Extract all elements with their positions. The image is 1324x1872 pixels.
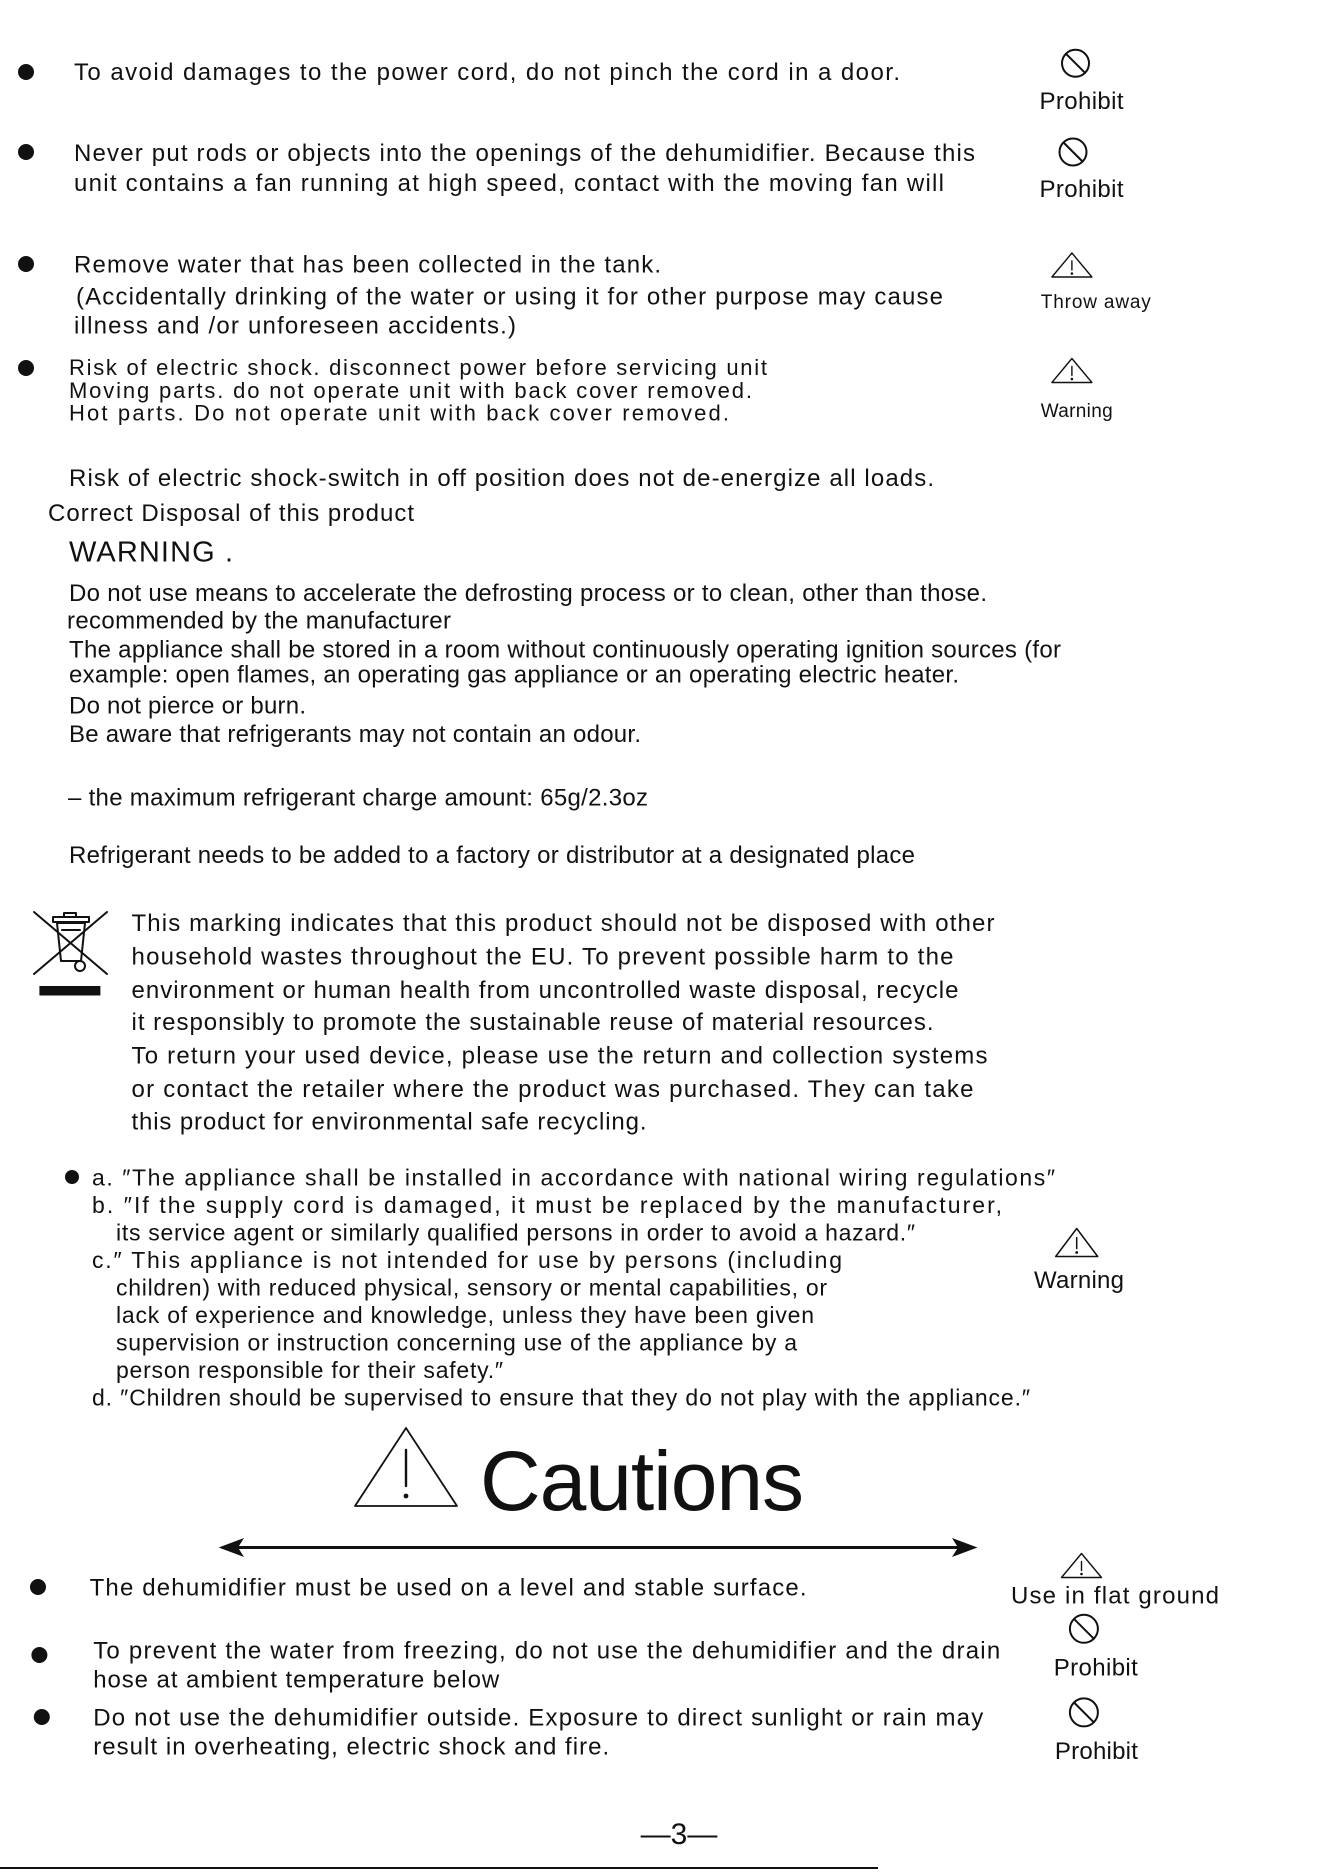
regulation-line-6: lack of experience and knowledge, unless they have been given	[116, 1301, 814, 1328]
weee-line-6: or contact the retailer where the product was purchased. They can take	[131, 1076, 974, 1103]
caution-3-icon-label: Prohibit	[1054, 1738, 1138, 1765]
regulation-line-3: its service agent or similarly qualified persons in order to avoid a hazard.″	[116, 1219, 915, 1246]
caution-1-line-1: The dehumidifier must be used on a level and stable surface.	[89, 1574, 807, 1602]
bullet-dot	[18, 144, 34, 160]
warning-heading: WARNING .	[69, 536, 233, 569]
regulation-line-4: c.″ This appliance is not intended for use by persons (including	[92, 1246, 843, 1273]
regulation-line-9: d. ″Children should be supervised to ensure that they do not play with the appliance.″	[92, 1384, 1030, 1411]
bullet-dot	[65, 1170, 79, 1184]
warning-line-1: Do not use means to accelerate the defrosting process or to clean, other than those.	[69, 580, 987, 607]
caution-1-icon-label: Use in flat ground	[1011, 1582, 1219, 1610]
warning-line-6: Be aware that refrigerants may not contain an odour.	[69, 721, 641, 749]
safety-item-4-line-3: Hot parts. Do not operate unit with back cover removed.	[69, 400, 729, 426]
safety-item-3-line-2: (Accidentally drinking of the water or using it for other purpose may cause	[76, 283, 943, 311]
weee-line-5: To return your used device, please use the return and collection systems	[131, 1042, 988, 1070]
safety-item-4-icon-label: Warning	[1040, 401, 1113, 422]
safety-item-3-line-3: illness and /or unforeseen accidents.)	[74, 312, 516, 340]
safety-item-2-icon-label: Prohibit	[1039, 176, 1124, 203]
safety-item-4-line-1: Risk of electric shock. disconnect power before servicing unit	[69, 355, 768, 380]
bullet-dot	[18, 256, 34, 272]
bullet-dot	[30, 1579, 46, 1595]
bullet-dot	[18, 360, 34, 376]
caution-2-line-1: To prevent the water from freezing, do not use the dehumidifier and the drain	[93, 1637, 1001, 1665]
bullet-dot	[18, 64, 34, 80]
weee-line-2: household wastes throughout the EU. To prevent possible harm to the	[131, 943, 954, 971]
shock-notice: Risk of electric shock-switch in off position does not de-energize all loads.	[69, 465, 934, 492]
safety-item-1-line-1: To avoid damages to the power cord, do not pinch the cord in a door.	[74, 59, 900, 86]
regulation-line-5: children) with reduced physical, sensory or mental capabilities, or	[116, 1274, 827, 1301]
weee-line-4: it responsibly to promote the sustainable reuse of material resources.	[131, 1009, 934, 1037]
warning-line-4: example: open flames, an operating gas appliance or an operating electric heater.	[69, 661, 959, 689]
safety-item-3-icon-label: Throw away	[1040, 292, 1151, 313]
warning-line-2: recommended by the manufacturer	[67, 607, 451, 635]
safety-item-2-line-1: Never put rods or objects into the openings of the dehumidifier. Because this	[74, 140, 975, 167]
cautions-heading: Cautions	[480, 1434, 804, 1528]
bullet-dot	[34, 1709, 50, 1725]
safety-item-2-line-2: unit contains a fan running at high speed, contact with the moving fan will	[74, 170, 945, 197]
disposal-heading: Correct Disposal of this product	[48, 500, 414, 527]
caution-3-line-2: result in overheating, electric shock and fire.	[93, 1733, 610, 1761]
weee-line-3: environment or human health from uncontrolled waste disposal, recycle	[131, 976, 959, 1004]
safety-item-1-icon-label: Prohibit	[1039, 88, 1124, 115]
safety-item-4-line-2: Moving parts. do not operate unit with back cover removed.	[69, 378, 752, 403]
page-number: —3—	[640, 1818, 718, 1851]
caution-2-line-2: hose at ambient temperature below	[93, 1666, 500, 1694]
bullet-dot	[31, 1647, 47, 1663]
regulation-line-8: person responsible for their safety.″	[116, 1356, 503, 1383]
safety-item-3-line-1: Remove water that has been collected in the tank.	[74, 251, 661, 279]
warning-line-3: The appliance shall be stored in a room without continuously operating ignition sources (for	[69, 636, 1061, 664]
refrigerant-refill-note: Refrigerant needs to be added to a factory or distributor at a designated place	[69, 841, 915, 869]
regulation-line-2: b. ″If the supply cord is damaged, it must be replaced by the manufacturer,	[92, 1191, 1003, 1218]
regulations-icon-label: Warning	[1034, 1267, 1124, 1294]
refrigerant-charge-amount: – the maximum refrigerant charge amount: 65g/2.3oz	[68, 784, 648, 812]
warning-line-5: Do not pierce or burn.	[69, 692, 306, 720]
weee-line-1: This marking indicates that this product should not be disposed with other	[131, 909, 995, 937]
caution-2-icon-label: Prohibit	[1053, 1654, 1138, 1682]
regulation-line-7: supervision or instruction concerning use of the appliance by a	[116, 1329, 797, 1356]
caution-3-line-1: Do not use the dehumidifier outside. Exposure to direct sunlight or rain may	[93, 1704, 984, 1732]
regulation-line-1: a. ″The appliance shall be installed in accordance with national wiring regulations″	[92, 1164, 1055, 1191]
weee-line-7: this product for environmental safe recycling.	[131, 1108, 647, 1136]
